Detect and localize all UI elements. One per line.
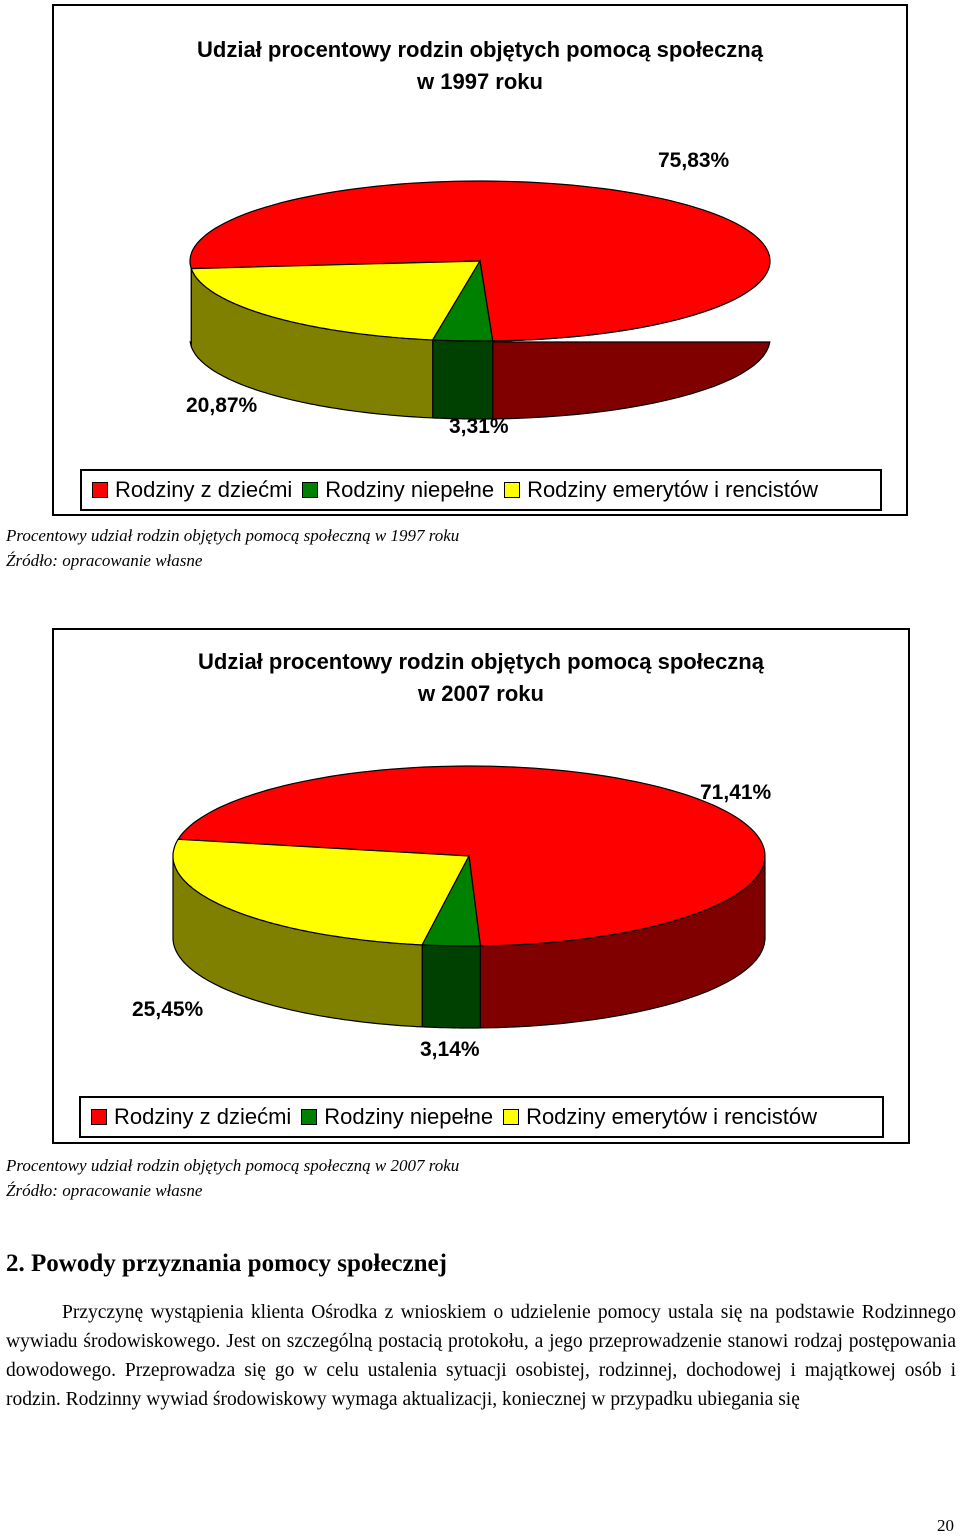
chart-legend [80, 469, 882, 511]
slice-label-rodziny-z-dziecmi: 75,83% [658, 149, 730, 172]
legend-swatch-red [91, 1109, 107, 1125]
pie-plot-area [54, 630, 908, 1142]
pie-chart-2007 [52, 628, 910, 1144]
legend-item [301, 1104, 493, 1130]
legend-label: Rodziny niepełne [324, 1104, 494, 1129]
figure-caption-1997 [6, 523, 459, 573]
slice-label-rodziny-emerytow: 25,45% [132, 998, 204, 1021]
legend-label: Rodziny niepełne [325, 477, 495, 502]
chart-title-line-1: Udział procentowy rodzin objętych pomocą społeczną [197, 37, 763, 62]
legend-swatch-green [302, 482, 318, 498]
pie-side-rodziny-niepelne [422, 945, 480, 1028]
slice-label-rodziny-niepelne: 3,31% [449, 415, 509, 438]
legend-label: Rodziny z dziećmi [114, 1104, 292, 1129]
slice-label-rodziny-z-dziecmi: 71,41% [700, 781, 772, 804]
page-number: 20 [937, 1516, 954, 1535]
legend-swatch-green [301, 1109, 317, 1125]
figure-caption-2007 [6, 1153, 459, 1203]
legend-label: Rodziny emerytów i rencistów [526, 1104, 818, 1129]
slice-label-rodziny-emerytow: 20,87% [186, 394, 258, 417]
legend-swatch-yellow [504, 482, 520, 498]
chart-legend [79, 1096, 884, 1138]
chart-title-line-1: Udział procentowy rodzin objętych pomocą społeczną [198, 649, 764, 674]
chart-title-line-2: w 1997 roku [417, 69, 543, 94]
legend-label: Rodziny z dziećmi [115, 477, 293, 502]
chart-title-line-2: w 2007 roku [418, 681, 544, 706]
caption-source: Źródło: opracowanie własne [6, 551, 203, 570]
legend-item [91, 1104, 291, 1130]
caption-source: Źródło: opracowanie własne [6, 1181, 203, 1200]
pie-chart-1997 [52, 4, 908, 516]
legend-swatch-red [92, 482, 108, 498]
pie-side-rodziny-niepelne [433, 340, 493, 419]
legend-label: Rodziny emerytów i rencistów [527, 477, 819, 502]
caption-title: Procentowy udział rodzin objętych pomocą społeczną w 1997 roku [6, 526, 460, 545]
body-paragraph: Przyczynę wystąpienia klienta Ośrodka z wnioskiem o udzielenie pomocy ustala się na podstawie Rodzinnego wywiadu środowiskowego. Jest on szczególną postacią protokołu, a jego przeprowadzenie stanowi rodzaj postępowania dowodowego. Przeprowadza się go w celu ustalenia sytuacji osobistej, rodzinnej, dochodowej i majątkowej osób i rodzin. Rodzinny wywiad środowiskowy wymaga aktualizacji, koniecznej w przypadku ubiegania się [6, 1302, 956, 1410]
legend-swatch-yellow [503, 1109, 519, 1125]
legend-item [504, 477, 818, 503]
slice-label-rodziny-niepelne: 3,14% [420, 1038, 480, 1061]
legend-item [302, 477, 494, 503]
legend-item [503, 1104, 817, 1130]
section-heading: 2. Powody przyznania pomocy społecznej [6, 1250, 447, 1277]
legend-item [92, 477, 292, 503]
caption-title: Procentowy udział rodzin objętych pomocą społeczną w 2007 roku [6, 1156, 460, 1175]
